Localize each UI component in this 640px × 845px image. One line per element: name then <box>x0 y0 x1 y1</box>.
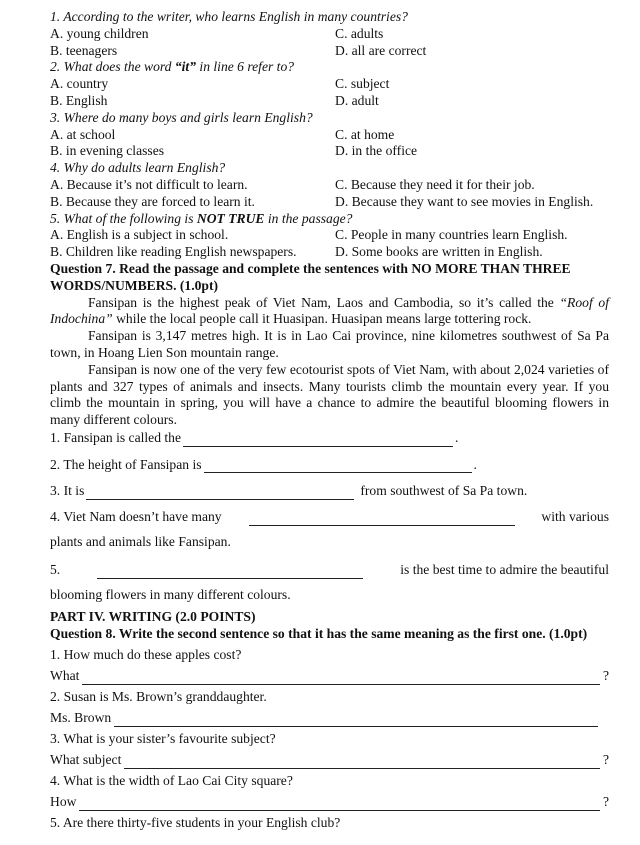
rewrite-start-2: Ms. Brown <box>50 710 112 726</box>
question-2-word: “it” <box>174 59 197 75</box>
sentence-3-text: 3. It is <box>50 482 85 498</box>
option-d: D. Because they want to see movies in English. <box>335 193 594 209</box>
question-1-options-row-1 <box>50 26 609 43</box>
paragraph-1-text-end: while the local people call it Huasipan. Huasipan means large tottering rock. <box>112 311 532 327</box>
question-5-text: 5. What of the following is <box>50 210 197 226</box>
part-4-heading: PART IV. WRITING (2.0 POINTS) <box>50 609 256 625</box>
option-a: A. English is a subject in school. <box>50 227 229 243</box>
sentence-5-continued: blooming flowers in many different colours. <box>50 587 291 603</box>
question-2-options-row-2 <box>50 93 609 110</box>
rewrite-answer-1 <box>50 664 609 685</box>
rewrite-end-1: ? <box>602 668 609 684</box>
sentence-5-end: is the best time to admire the beautiful <box>400 562 609 578</box>
passage-paragraph-1 <box>50 295 609 329</box>
question-2-options-row-1 <box>50 76 609 93</box>
sentence-4 <box>50 508 609 526</box>
question-5 <box>50 211 609 228</box>
sentence-2-end: . <box>473 456 477 472</box>
rewrite-answer-2 <box>50 706 609 727</box>
question-8-heading: Question 8. Write the second sentence so that it has the same meaning as the first one. (1.0pt) <box>50 626 588 642</box>
option-c: C. adults <box>335 25 384 41</box>
question-1-options-row-2 <box>50 43 609 60</box>
question-5-text-end: in the passage? <box>264 210 353 226</box>
option-c: C. subject <box>335 76 390 92</box>
option-d: D. in the office <box>335 143 418 159</box>
rewrite-end-3: ? <box>602 752 609 768</box>
sentence-3 <box>50 482 609 500</box>
rewrite-blank-1[interactable] <box>82 672 600 685</box>
sentence-5 <box>50 561 609 579</box>
option-a: A. country <box>50 76 109 92</box>
question-3-options-row-1 <box>50 127 609 144</box>
rewrite-end-4: ? <box>602 794 609 810</box>
paragraph-1-quote: “Roof of Indochina” <box>50 294 609 327</box>
answer-blank-3[interactable] <box>86 487 354 500</box>
rewrite-sentence-4: 4. What is the width of Lao Cai City square? <box>50 773 293 789</box>
question-4-options-row-1 <box>50 177 609 194</box>
sentence-5-text: 5. <box>50 562 61 578</box>
question-7-heading: Question 7. Read the passage and complete the sentences with NO MORE THAN THREE WORDS/NUMBERS. (1.0pt) <box>50 260 571 293</box>
question-1: 1. According to the writer, who learns English in many countries? <box>50 9 408 24</box>
rewrite-blank-2[interactable] <box>114 714 598 727</box>
rewrite-sentence-5: 5. Are there thirty-five students in your English club? <box>50 815 341 831</box>
sentence-3-end: from southwest of Sa Pa town. <box>360 482 528 498</box>
passage-paragraph-2: Fansipan is 3,147 metres high. It is in Lao Cai province, nine kilometres southwest of Sa Pa town, in Hoang Lien Son mountain range. <box>50 328 609 360</box>
question-4-options-row-2 <box>50 194 609 211</box>
question-5-emphasis: NOT TRUE <box>196 210 265 226</box>
option-b: B. teenagers <box>50 42 118 58</box>
option-b: B. in evening classes <box>50 143 165 159</box>
option-a: A. Because it’s not difficult to learn. <box>50 176 248 192</box>
sentence-4-end: with various <box>541 509 609 525</box>
sentence-1-end: . <box>455 430 459 446</box>
paragraph-1-text: Fansipan is the highest peak of Viet Nam, Laos and Cambodia, so it’s called the <box>88 294 560 310</box>
answer-blank-2[interactable] <box>204 460 472 473</box>
rewrite-sentence-3: 3. What is your sister’s favourite subject? <box>50 731 276 747</box>
question-3-options-row-2 <box>50 143 609 160</box>
rewrite-sentence-1: 1. How much do these apples cost? <box>50 647 242 663</box>
rewrite-sentence-2: 2. Susan is Ms. Brown’s granddaughter. <box>50 689 267 705</box>
passage-paragraph-3: Fansipan is now one of the very few ecotourist spots of Viet Nam, with about 2,024 varieties of plants and 327 types of animals and insects. Many tourists climb the mountain every year. If you climb the mountain in spring, you will have a chance to admire the beautiful blooming flowers in many different colours. <box>50 361 609 428</box>
sentence-4-text: 4. Viet Nam doesn’t have many <box>50 509 222 525</box>
option-b: B. English <box>50 92 108 108</box>
sentence-2 <box>50 455 609 473</box>
question-5-options-row-1 <box>50 227 609 244</box>
rewrite-start-1: What <box>50 668 80 684</box>
question-5-options-row-2 <box>50 244 609 261</box>
option-a: A. at school <box>50 126 116 142</box>
sentence-4-continued: plants and animals like Fansipan. <box>50 534 231 550</box>
sentence-2-text: 2. The height of Fansipan is <box>50 456 202 472</box>
option-c: C. Because they need it for their job. <box>335 176 535 192</box>
question-4: 4. Why do adults learn English? <box>50 160 226 176</box>
rewrite-blank-3[interactable] <box>124 756 600 769</box>
rewrite-start-4: How <box>50 794 77 810</box>
option-d: D. all are correct <box>335 42 427 58</box>
option-b: B. Because they are forced to learn it. <box>50 193 255 209</box>
option-b: B. Children like reading English newspapers. <box>50 244 297 260</box>
sentence-1 <box>50 429 609 447</box>
option-c: C. at home <box>335 126 395 142</box>
question-2 <box>50 59 609 76</box>
rewrite-start-3: What subject <box>50 752 122 768</box>
rewrite-answer-4 <box>50 790 609 811</box>
sentence-1-text: 1. Fansipan is called the <box>50 430 181 446</box>
question-2-text-end: in line 6 refer to? <box>196 59 295 75</box>
option-d: D. adult <box>335 92 379 108</box>
answer-blank-1[interactable] <box>183 434 453 447</box>
question-2-text: 2. What does the word <box>50 59 175 75</box>
option-d: D. Some books are written in English. <box>335 244 543 260</box>
rewrite-answer-3 <box>50 748 609 769</box>
answer-blank-4[interactable] <box>249 513 515 526</box>
question-3: 3. Where do many boys and girls learn English? <box>50 109 313 125</box>
option-a: A. young children <box>50 25 149 41</box>
rewrite-blank-4[interactable] <box>79 798 600 811</box>
option-c: C. People in many countries learn English. <box>335 227 568 243</box>
answer-blank-5[interactable] <box>97 566 363 579</box>
